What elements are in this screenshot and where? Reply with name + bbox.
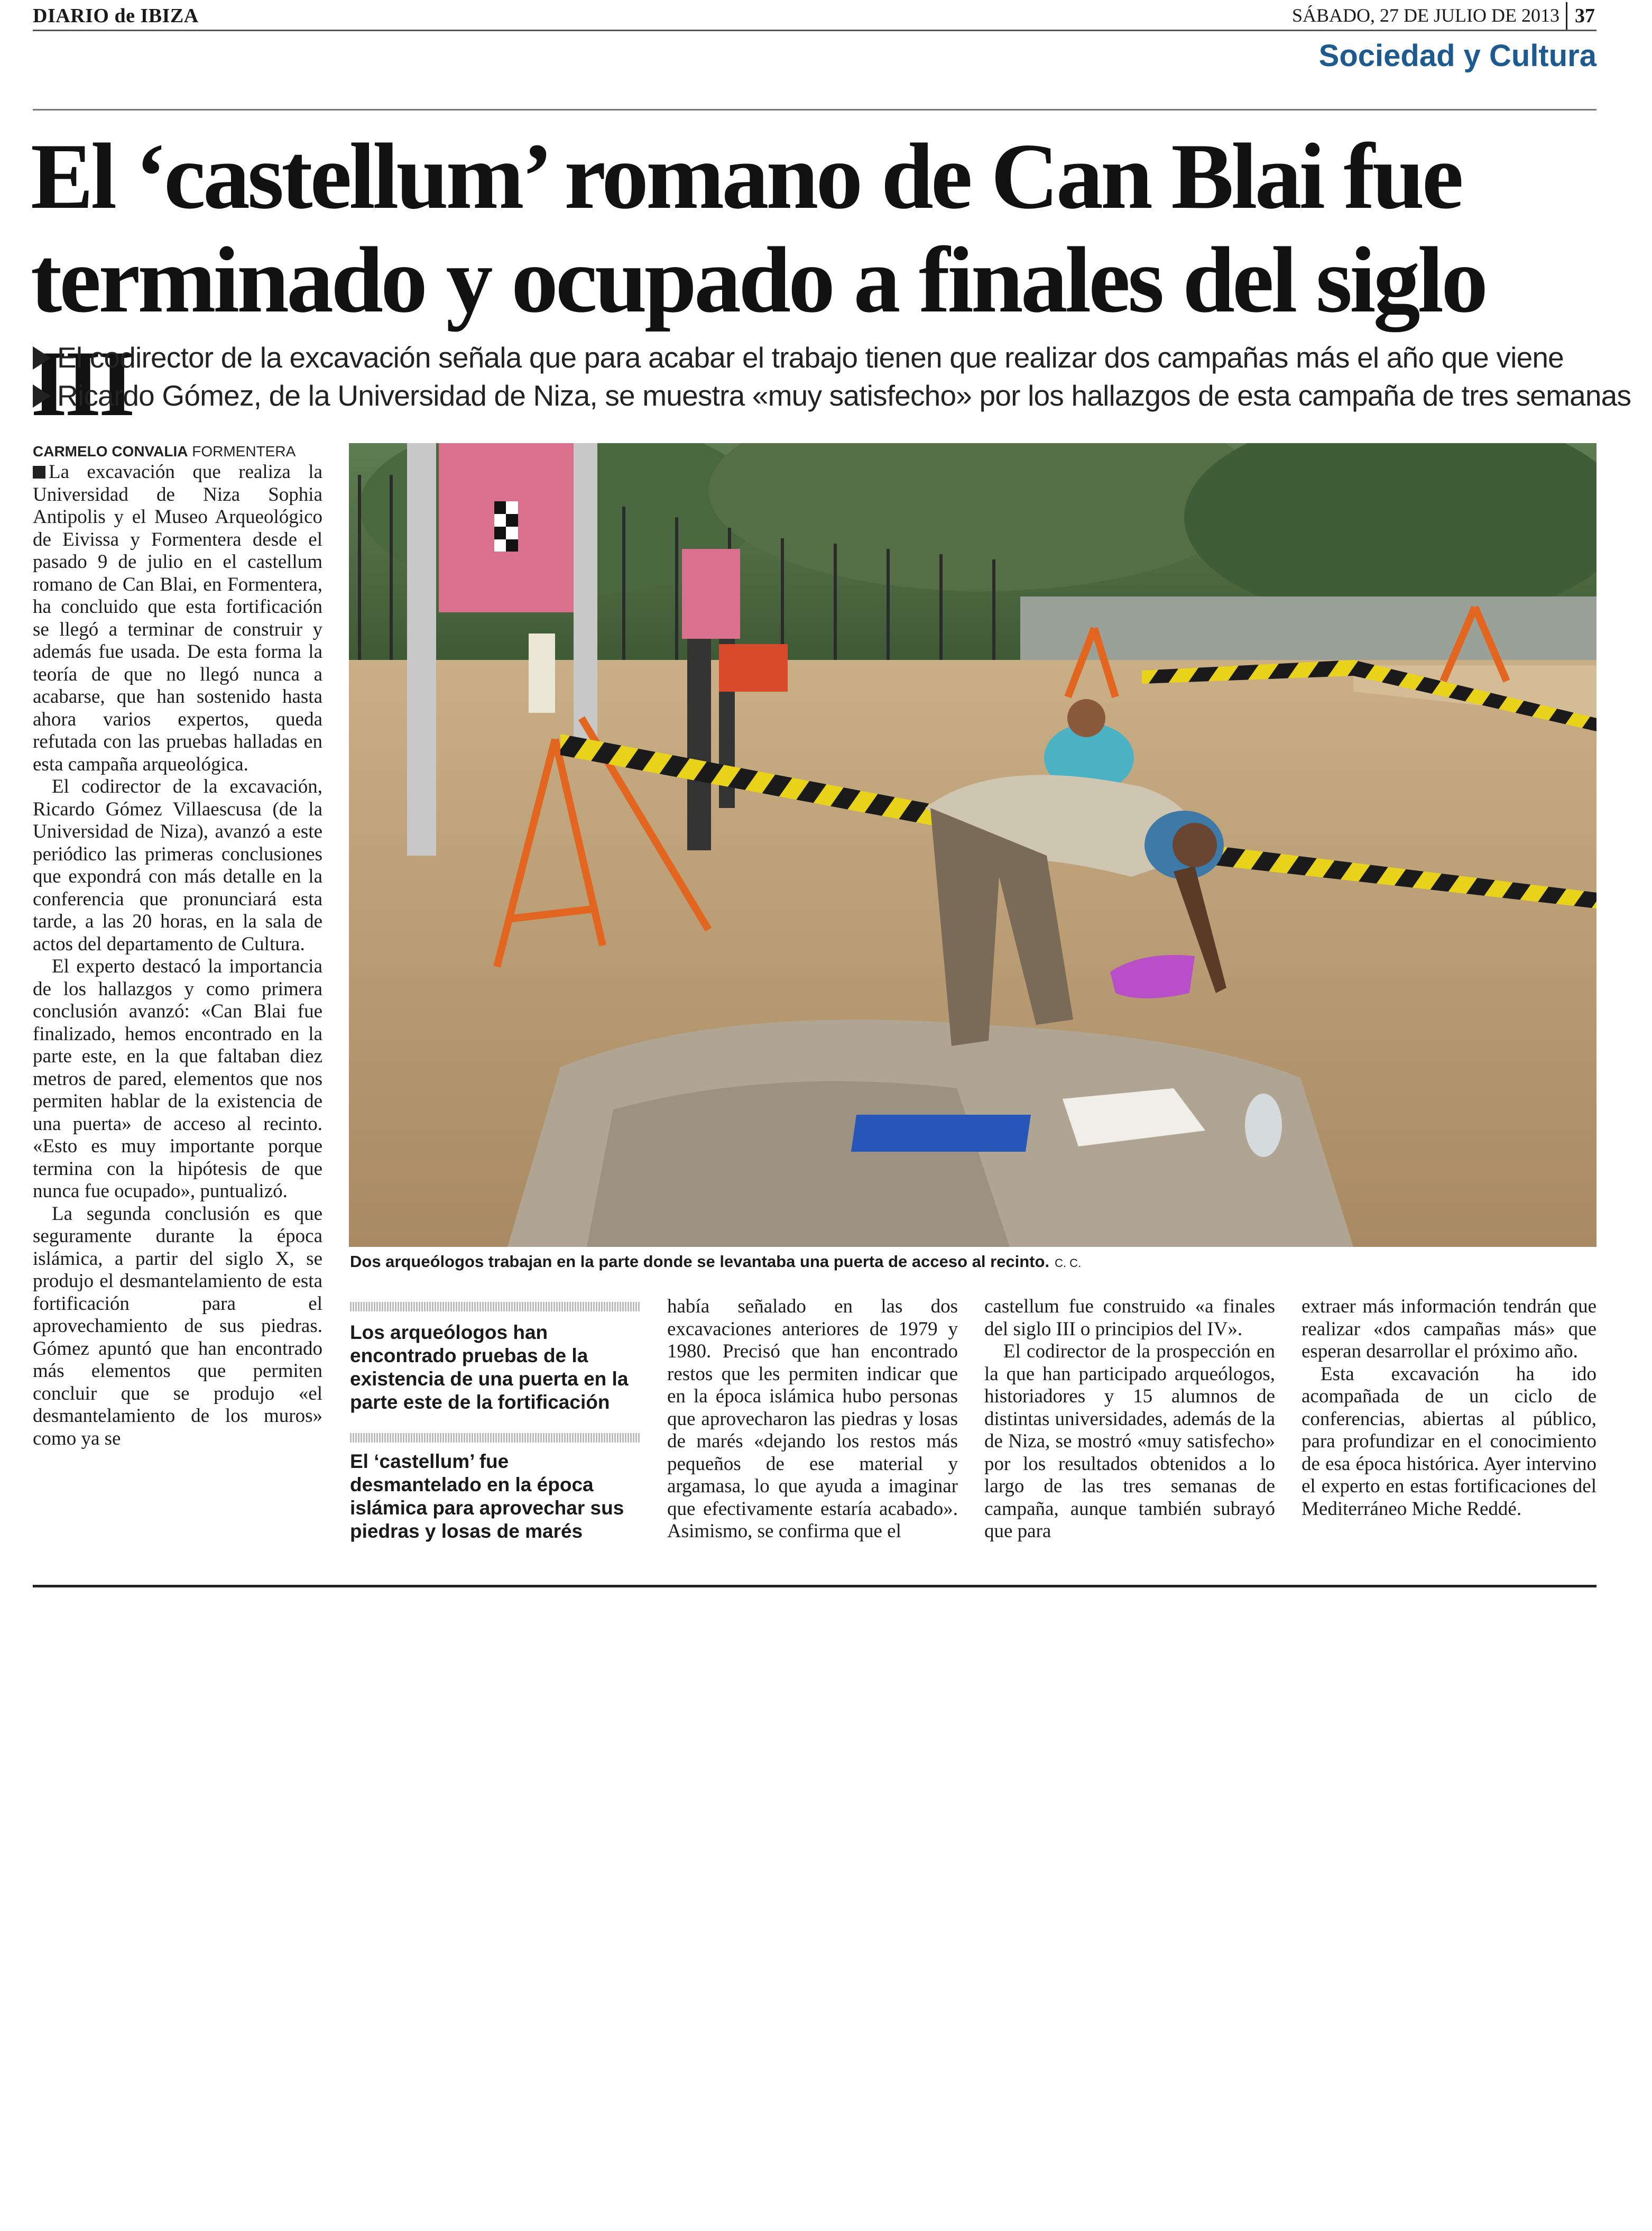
subheadline-2: Ricardo Gómez, de la Universidad de Niza, se muestra «muy satisfecho» por los hallazgos de esta campaña de tres semanas — [33, 377, 1608, 415]
author: CARMELO CONVALIA — [33, 443, 188, 460]
paragraph: La excavación que realiza la Universidad de Niza Sophia Antipolis y el Museo Arqueológico de Eivissa y Formentera desde el pasado 9 de julio en el castellum romano de Can Blai, en Formentera, ha concluido que esta fortificación se llegó a terminar de construir y además fue usada. De esta forma la teoría de que no llegó nunca a acabarse, que han sostenido hasta ahora varios expertos, queda refutada con las pruebas halladas en esta campaña arqueológica. — [33, 461, 322, 775]
column-3 — [667, 1296, 958, 1543]
location: FORMENTERA — [192, 443, 296, 460]
pull-quote-divider — [350, 1433, 641, 1443]
subheadlines — [33, 338, 1631, 415]
photo-caption: Dos arqueólogos trabajan en la parte donde se levantaba una puerta de acceso al recinto. C. C. — [350, 1252, 1082, 1271]
pull-quote-1: Los arqueólogos han encontrado pruebas de la existencia de una puerta en la parte este de la fortificación — [350, 1321, 629, 1413]
photo-credit: C. C. — [1055, 1256, 1082, 1270]
top-rule — [33, 30, 1596, 31]
paragraph: El experto destacó la importancia de los hallazgos y como primera conclusión avanzó: «Can Blai fue finalizado, hemos encontrado en la parte este, en la que faltaban diez metros de pared, elementos que nos permiten hablar de la existencia de una puerta» de acceso al recinto. «Esto es muy importante porque termina con la hipótesis de que nunca fue ocupado», puntualizó. — [33, 956, 322, 1202]
headline-line-1: El ‘castellum’ romano de Can Blai fue — [31, 124, 1461, 228]
column-5 — [1302, 1296, 1596, 1520]
page-number: 37 — [1566, 2, 1596, 30]
paragraph: Esta excavación ha ido acompañada de un ciclo de conferencias, abiertas al público, para profundizar en el conocimiento de esa época histórica. Ayer intervino el experto en estas fortificaciones del Mediterráneo Miche Reddé. — [1302, 1363, 1596, 1520]
column-1 — [33, 461, 322, 1450]
bottom-rule — [33, 1585, 1596, 1587]
paragraph: castellum fue construido «a finales del siglo III o principios del IV». — [984, 1296, 1275, 1340]
paragraph: El codirector de la prospección en la que han participado arqueólogos, historiadores y 15 alumnos de distintas universidades, además de la de Niza, se mostró «muy satisfecho» por los resultados obtenidos a lo largo de las tres semanas de campaña, aunque también subrayó que para — [984, 1341, 1275, 1542]
newspaper-name: DIARIO de IBIZA — [33, 5, 199, 27]
paragraph: La segunda conclusión es que seguramente durante la época islámica, a partir del siglo X, se produjo el desmantelamiento de esta fortificación para el aprovechamiento de sus piedras. Gómez apuntó que han encontrado más elementos que permiten concluir que se produjo «el desmantelamiento de los muros» como ya se — [33, 1202, 322, 1449]
article-photo — [349, 443, 1596, 1247]
section-name: Sociedad y Cultura — [1318, 39, 1596, 73]
issue-date: SÁBADO, 27 DE JULIO DE 2013 — [1292, 5, 1559, 26]
paragraph: había señalado en las dos excavaciones anteriores de 1979 y 1980. Precisó que han encontrado restos que les permiten indicar que en la época islámica hubo personas que aprovecharon las piedras y losas de marés «dejando los restos más pequeños de ese material y argamasa, lo que ayuda a imaginar que efectivamente estaría acabado». Asimismo, se confirma que el — [667, 1296, 958, 1542]
triangle-bullet-icon — [33, 346, 51, 370]
subheadline-1: El codirector de la excavación señala que para acabar el trabajo tienen que realizar dos campañas más el año que viene — [33, 338, 1608, 377]
headline-line-2: terminado y ocupado a finales del siglo III — [31, 227, 1486, 436]
paragraph: El codirector de la excavación, Ricardo Gómez Villaescusa (de la Universidad de Niza), avanzó a este periódico las primeras conclusiones que expondrá con más detalle en la conferencia que pronunciará esta tarde, a las 20 horas, en la sala de actos del departamento de Cultura. — [33, 776, 322, 955]
excavation-photo — [349, 443, 1596, 1247]
pull-quote-2: El ‘castellum’ fue desmantelado en la época islámica para aprovechar sus piedras y losas de marés — [350, 1450, 624, 1542]
section-rule — [33, 109, 1596, 111]
square-bullet-icon — [33, 466, 45, 479]
column-4 — [984, 1296, 1275, 1543]
triangle-bullet-icon — [33, 384, 51, 408]
masthead — [33, 4, 1596, 31]
byline — [33, 443, 296, 460]
pull-quote-divider — [350, 1302, 641, 1311]
paragraph: extraer más información tendrán que realizar «dos campañas más» que esperan desarrollar el próximo año. — [1302, 1296, 1596, 1362]
